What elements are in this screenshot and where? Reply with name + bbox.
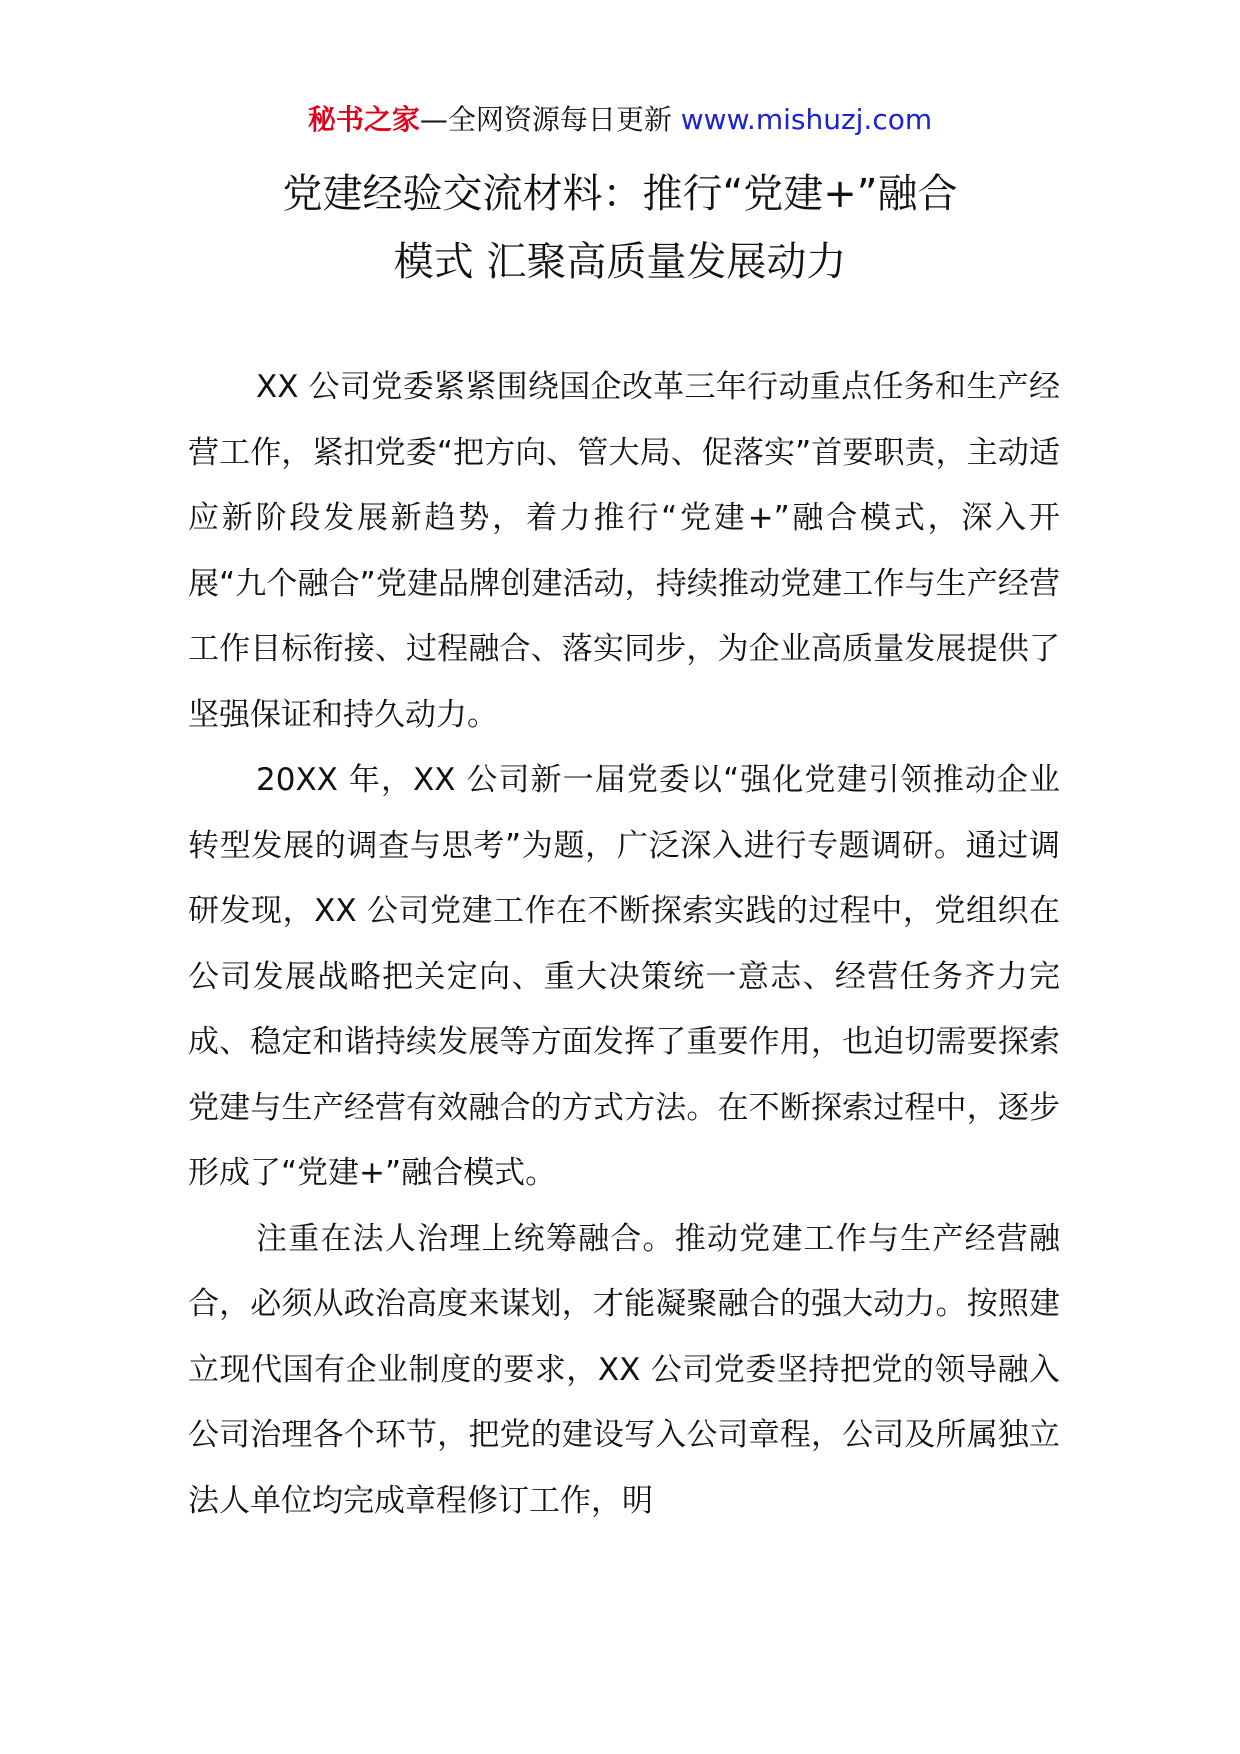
- title-line-2: 模式 汇聚高质量发展动力: [393, 239, 847, 285]
- site-url-link[interactable]: www.mishuzj.com: [680, 103, 933, 136]
- body-paragraph-1: XX 公司党委紧紧围绕国企改革三年行动重点任务和生产经营工作，紧扣党委“把方向、管大局、促落实”首要职责，主动适应新阶段发展新趋势，着力推行“党建+”融合模式，深入开展“九个融合”党建品牌创建活动，持续推动党建工作与生产经营工作目标衔接、过程融合、落实同步，为企业高质量发展提供了坚强保证和持久动力。: [188, 369, 1060, 733]
- header-tagline: —全网资源每日更新: [419, 103, 681, 136]
- body-paragraph-2: 20XX 年，XX 公司新一届党委以“强化党建引领推动企业转型发展的调查与思考”为题，广泛深入进行专题调研。通过调研发现，XX 公司党建工作在不断探索实践的过程中，党组织在公司发展战略把关定向、重大决策统一意志、经营任务齐力完成、稳定和谐持续发展等方面发挥了重要作用，也迫切需要探索党建与生产经营有效融合的方式方法。在不断探索过程中，逐步形成了“党建+”融合模式。: [188, 762, 1060, 1191]
- brand-name: 秘书之家: [307, 103, 420, 136]
- document-title: [150, 160, 1090, 296]
- title-line-1: 党建经验交流材料：推行“党建+”融合: [282, 171, 958, 217]
- document-body: [188, 355, 1060, 1534]
- site-header: [0, 100, 1240, 140]
- body-paragraph-3: 注重在法人治理上统筹融合。推动党建工作与生产经营融合，必须从政治高度来谋划，才能凝聚融合的强大动力。按照建立现代国有企业制度的要求，XX 公司党委坚持把党的领导融入公司治理各个环节，把党的建设写入公司章程，公司及所属独立法人单位均完成章程修订工作，明: [188, 1220, 1060, 1519]
